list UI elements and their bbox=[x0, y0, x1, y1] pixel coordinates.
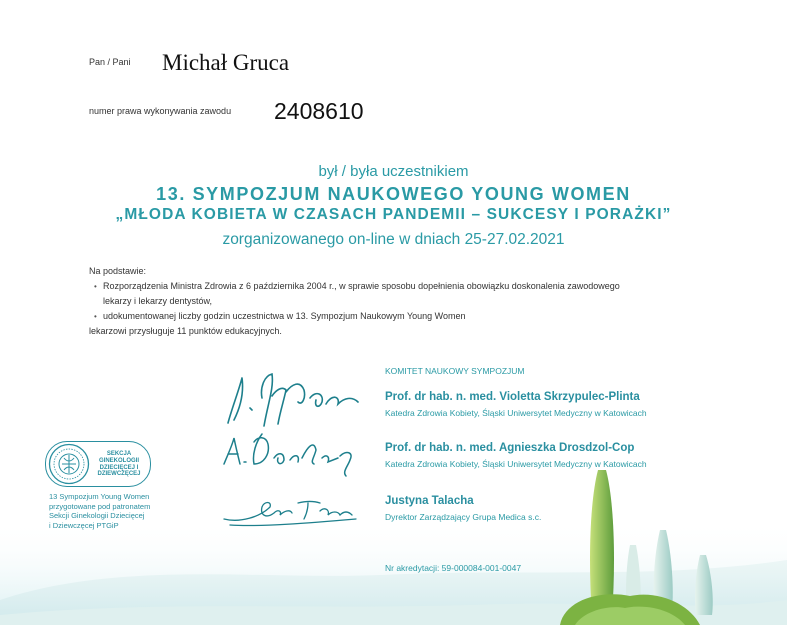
basis-conclusion: lekarzowi przysługuje 11 punktów edukacyjnych. bbox=[89, 326, 282, 336]
symposium-dates: zorganizowanego on-line w dniach 25-27.02.2021 bbox=[222, 231, 565, 248]
signature-drosdzol bbox=[218, 428, 363, 478]
logo-caption-line: 13 Sympozjum Young Women bbox=[49, 492, 150, 501]
committee-member-name: Prof. dr hab. n. med. Violetta Skrzypulec-Plinta bbox=[385, 391, 640, 403]
committee-heading: KOMITET NAUKOWY SYMPOZJUM bbox=[385, 366, 525, 376]
seal-icon bbox=[48, 443, 90, 485]
basis-bullet-regulation-line1: Rozporządzenia Ministra Zdrowia z 6 października 2004 r., w sprawie sposobu dopełnienia obowiązku doskonalenia zawodowego bbox=[103, 281, 620, 291]
license-number: 2408610 bbox=[274, 98, 364, 124]
tree-main bbox=[590, 470, 614, 615]
logo-caption-line: i Dziewczęcej PTGiP bbox=[49, 520, 119, 530]
license-label: numer prawa wykonywania zawodu bbox=[89, 106, 232, 116]
symposium-title: 13. SYMPOZJUM NAUKOWEGO YOUNG WOMEN bbox=[156, 184, 631, 204]
basis-bullet-regulation-line2: lekarzy i lekarzy dentystów, bbox=[103, 296, 213, 306]
committee-member-affiliation: Katedra Zdrowia Kobiety, Śląski Uniwersytet Medyczny w Katowicach bbox=[385, 459, 647, 469]
committee-member-name: Prof. dr hab. n. med. Agnieszka Drosdzol-Cop bbox=[385, 442, 635, 454]
committee-member-affiliation: Katedra Zdrowia Kobiety, Śląski Uniwersytet Medyczny w Katowicach bbox=[385, 408, 647, 418]
section-logo bbox=[45, 441, 151, 487]
seal-text: SEKCJA GINEKOLOGII DZIECIĘCEJ I DZIEWCZĘCEJ bbox=[97, 451, 141, 478]
committee-member-name: Justyna Talacha bbox=[385, 495, 474, 507]
basis-block bbox=[89, 264, 709, 339]
basis-bullet-regulation bbox=[103, 279, 709, 309]
recipient-name: Michał Gruca bbox=[162, 50, 290, 75]
logo-caption bbox=[49, 492, 189, 530]
signature-talacha bbox=[220, 493, 365, 529]
symposium-subtitle: „MŁODA KOBIETA W CZASACH PANDEMII – SUKCESY I PORAŻKI” bbox=[115, 206, 672, 223]
accreditation-number: Nr akredytacji: 59-000084-001-0047 bbox=[385, 563, 522, 573]
signature-skrzypulec bbox=[220, 368, 365, 430]
basis-intro: Na podstawie: bbox=[89, 266, 147, 276]
committee-member-affiliation: Dyrektor Zarządzający Grupa Medica s.c. bbox=[385, 512, 542, 522]
logo-caption-line: przygotowane pod patronatem bbox=[49, 501, 151, 511]
recipient-label: Pan / Pani bbox=[89, 57, 131, 67]
logo-caption-line: Sekcji Ginekologii Dziecięcej bbox=[49, 511, 145, 520]
basis-bullet-hours: • udokumentowanej liczby godzin uczestnictwa w 13. Sympozjum Naukowym Young Women bbox=[103, 309, 709, 324]
participation-line: był / była uczestnikiem bbox=[318, 163, 469, 180]
